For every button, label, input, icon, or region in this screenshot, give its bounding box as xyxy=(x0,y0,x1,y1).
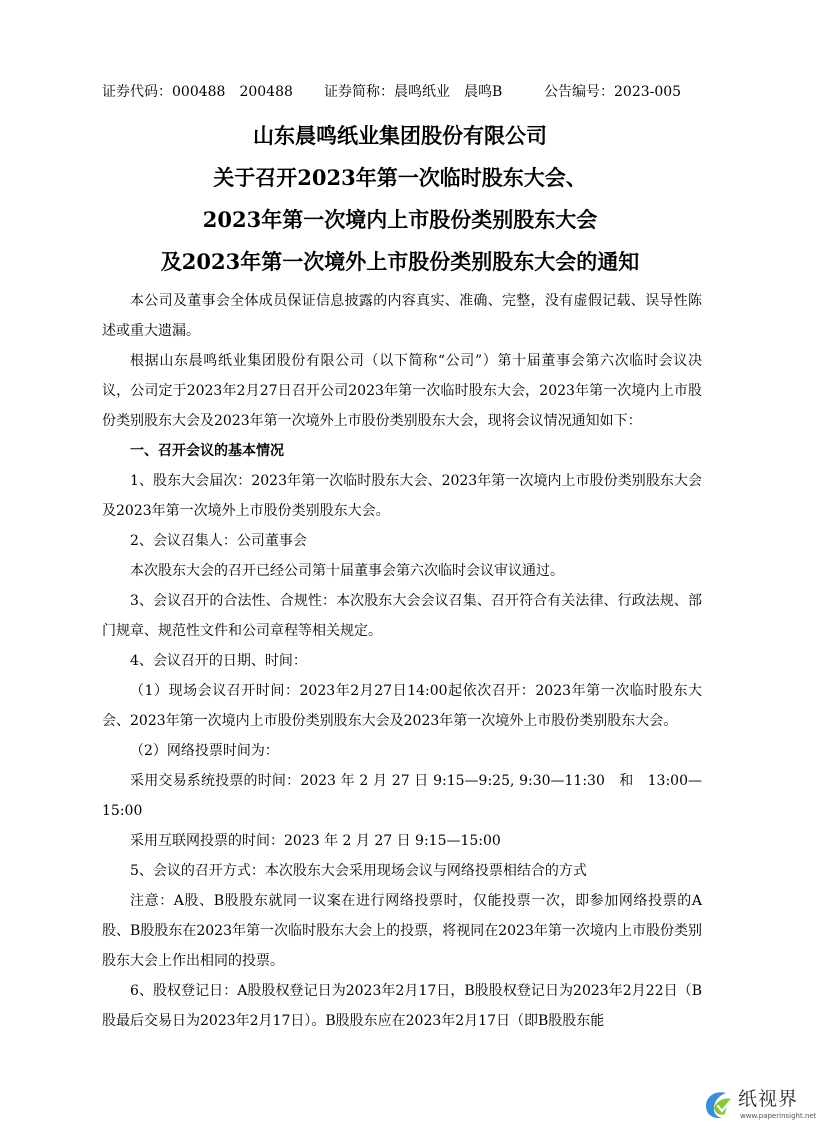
document-title xyxy=(0,115,800,283)
paragraph-intro: 根据山东晨鸣纸业集团股份有限公司（以下简称“公司”）第十届董事会第六次临时会议决议，公司定于2023年2月27日召开公司2023年第一次临时股东大会，2023年第一次境内上市股份类别股东大会及2023年第一次境外上市股份类别股东大会，现将会议情况通知如下： xyxy=(102,353,702,429)
watermark-text: 纸视界 xyxy=(738,1088,799,1110)
paragraph-meeting-session: 1、股东大会届次：2023年第一次临时股东大会、2023年第一次境内上市股份类别股东大会及2023年第一次境外上市股份类别股东大会。 xyxy=(102,473,702,519)
paragraph-voting-note: 注意：A股、B股股东就同一议案在进行网络投票时，仅能投票一次，即参加网络投票的A股、B股股东在2023年第一次临时股东大会上的投票，将视同在2023年第一次境内上市股份类别股东大会上作出相同的投票。 xyxy=(102,893,702,969)
title-line-company: 山东晨鸣纸业集团股份有限公司 xyxy=(253,123,547,148)
paperinsight-logo-icon xyxy=(700,1086,738,1122)
paragraph-onsite-time: （1）现场会议召开时间：2023年2月27日14:00起依次召开：2023年第一次临时股东大会、2023年第一次境内上市股份类别股东大会及2023年第一次境外上市股份类别股东大会。 xyxy=(102,683,702,729)
stock-code: 证券代码：000488 200488 xyxy=(102,84,293,100)
paragraph-disclaimer: 本公司及董事会全体成员保证信息披露的内容真实、准确、完整，没有虚假记载、误导性陈述或重大遗漏。 xyxy=(102,293,702,339)
stock-abbreviation: 证券简称：晨鸣纸业 晨鸣B xyxy=(324,84,503,100)
watermark xyxy=(700,1086,816,1126)
paragraph-convener: 2、会议召集人：公司董事会 xyxy=(130,533,307,549)
paragraph-internet-time: 采用互联网投票的时间：2023 年 2 月 27 日 9:15—15:00 xyxy=(130,833,501,849)
paragraph-online-voting: （2）网络投票时间为： xyxy=(130,743,279,759)
paragraph-meeting-method: 5、会议的召开方式：本次股东大会采用现场会议与网络投票相结合的方式 xyxy=(130,863,587,879)
announcement-number: 公告编号：2023-005 xyxy=(544,84,682,100)
title-line-2: 关于召开2023年第一次临时股东大会、 xyxy=(213,165,587,190)
paragraph-record-date: 6、股权登记日：A股股权登记日为2023年2月17日，B股股权登记日为2023年2月22日（B股最后交易日为2023年2月17日）。B股股东应在2023年2月17日（即B股股东能 xyxy=(102,983,702,1029)
document-body xyxy=(102,286,702,1036)
paragraph-date-time: 4、会议召开的日期、时间： xyxy=(130,653,307,669)
title-line-3: 2023年第一次境内上市股份类别股东大会 xyxy=(202,207,598,232)
title-line-4: 及2023年第一次境外上市股份类别股东大会的通知 xyxy=(160,249,640,274)
paragraph-approval: 本次股东大会的召开已经公司第十届董事会第六次临时会议审议通过。 xyxy=(130,563,564,579)
section-heading-basic-info: 一、召开会议的基本情况 xyxy=(130,443,284,459)
paragraph-legality: 3、会议召开的合法性、合规性：本次股东大会会议召集、召开符合有关法律、行政法规、部门规章、规范性文件和公司章程等相关规定。 xyxy=(102,593,702,639)
paragraph-trading-system-time: 采用交易系统投票的时间：2023 年 2 月 27 日 9:15—9:25, 9:30—11:30 和 13:00—15:00 xyxy=(102,773,702,819)
announcement-header xyxy=(102,82,702,102)
watermark-url: www.paperinsight.net xyxy=(740,1112,816,1120)
